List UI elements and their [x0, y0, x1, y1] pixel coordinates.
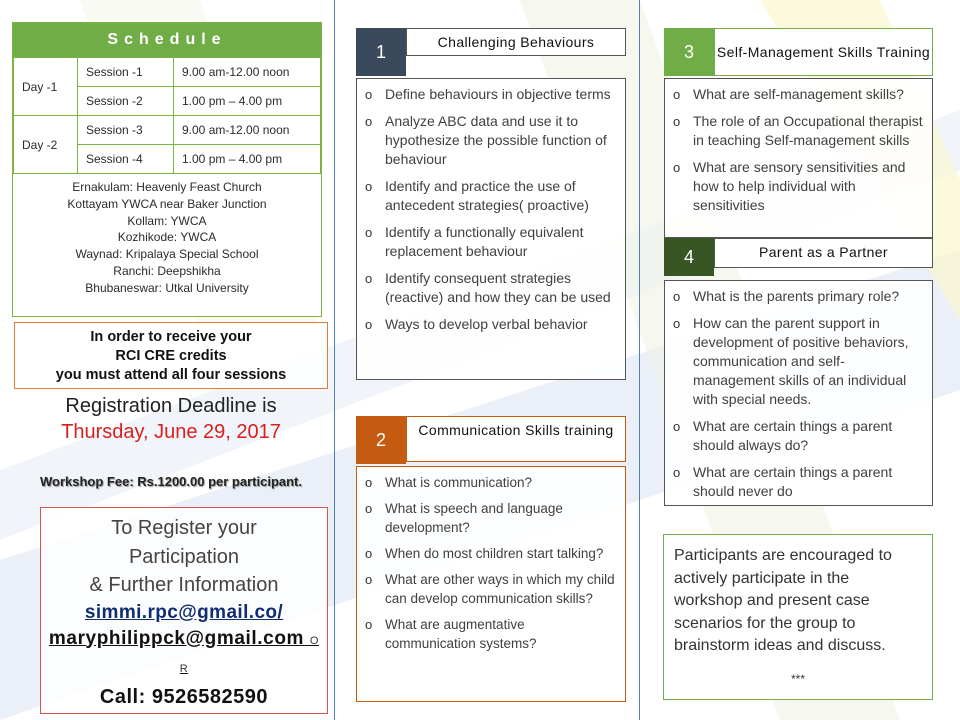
- section-challenging-behaviours: [356, 28, 626, 76]
- venue-item: Ranchi: Deepshikha: [113, 263, 221, 278]
- section-title: Challenging Behaviours: [406, 28, 626, 56]
- workshop-fee: Workshop Fee: Rs.1200.00 per participant.: [39, 474, 302, 489]
- section-title: Self-Management Skills Training: [714, 28, 933, 76]
- session-name: Session -4: [78, 145, 174, 174]
- venue-item: Kottayam YWCA near Baker Junction: [67, 196, 267, 211]
- circle-bullet-icon: o: [365, 114, 373, 129]
- register-line: Participation: [128, 545, 240, 568]
- circle-bullet-icon: o: [673, 316, 681, 331]
- circle-bullet-icon: o: [365, 617, 373, 632]
- register-panel: [40, 507, 328, 714]
- section-number: 4: [664, 238, 714, 276]
- section-self-management: [664, 28, 933, 76]
- section-number: 3: [664, 28, 714, 76]
- circle-bullet-icon: o: [365, 271, 373, 286]
- session-name: Session -3: [78, 116, 174, 145]
- phone-number: Call: 9526582590: [99, 685, 269, 708]
- circle-bullet-icon: o: [365, 546, 373, 561]
- table-row: [14, 58, 321, 87]
- section-2-list: [356, 466, 626, 702]
- circle-bullet-icon: o: [673, 160, 681, 175]
- list-item: o Define behaviours in objective terms: [365, 86, 611, 102]
- list-item: o How can the parent support in development of positive behaviors, communication and self-management skills of an individual with special needs.: [673, 315, 909, 407]
- list-item: o Identify consequent strategies (reactive) and how they can be used: [365, 270, 611, 305]
- column-divider-right: [639, 0, 640, 720]
- session-name: Session -1: [78, 58, 174, 87]
- venue-item: Kozhikode: YWCA: [117, 230, 217, 245]
- circle-bullet-icon: o: [673, 114, 681, 129]
- venue-item: Bhubaneswar: Utkal University: [85, 280, 249, 295]
- list-item: o What is the parents primary role?: [673, 288, 900, 304]
- closing-note: [663, 534, 933, 700]
- or-label: OR: [179, 634, 320, 675]
- list-item: o What is communication?: [365, 475, 533, 490]
- circle-bullet-icon: o: [365, 179, 373, 194]
- register-line: To Register your: [111, 517, 257, 539]
- section-header: [356, 416, 626, 464]
- section-number: 2: [356, 416, 406, 464]
- circle-bullet-icon: o: [673, 289, 681, 304]
- credits-notice: [14, 322, 328, 389]
- email-link-2[interactable]: [41, 626, 327, 682]
- list-item: o What are certain things a parent should always do?: [673, 418, 893, 453]
- list-item: o Identify and practice the use of antecedent strategies( proactive): [365, 178, 589, 213]
- session-time: 9.00 am-12.00 noon: [174, 58, 321, 87]
- session-time: 1.00 pm – 4.00 pm: [174, 145, 321, 174]
- list-item: o Identify a functionally equivalent replacement behaviour: [365, 224, 584, 259]
- circle-bullet-icon: o: [673, 419, 681, 434]
- circle-bullet-icon: o: [365, 317, 373, 332]
- schedule-title: Schedule: [13, 23, 321, 57]
- section-parent-partner: [664, 238, 933, 276]
- session-time: 9.00 am-12.00 noon: [174, 116, 321, 145]
- column-divider-left: [334, 0, 335, 720]
- section-4-list: [664, 280, 933, 506]
- section-title: Communication Skills training: [406, 416, 626, 462]
- circle-bullet-icon: o: [673, 465, 681, 480]
- venue-list: [13, 174, 321, 297]
- session-name: Session -2: [78, 87, 174, 116]
- section-header: [356, 28, 626, 76]
- section-communication-skills: [356, 416, 626, 464]
- list-item: o What are self-management skills?: [673, 86, 904, 102]
- schedule-panel: [12, 22, 322, 317]
- list-item: o Ways to develop verbal behavior: [365, 316, 588, 332]
- list-item: o The role of an Occupational therapist in teaching Self-management skills: [673, 113, 923, 148]
- venue-item: Waynad: Kripalaya Special School: [75, 247, 259, 262]
- section-number: 1: [356, 28, 406, 76]
- notice-line: In order to receive your: [90, 329, 252, 345]
- day-label: Day -1: [14, 58, 78, 116]
- circle-bullet-icon: o: [365, 225, 373, 240]
- circle-bullet-icon: o: [673, 87, 681, 102]
- section-header: [664, 28, 933, 76]
- circle-bullet-icon: o: [365, 501, 373, 516]
- circle-bullet-icon: o: [365, 87, 373, 102]
- table-row: [14, 116, 321, 145]
- circle-bullet-icon: o: [365, 572, 373, 587]
- closing-text: Participants are encouraged to actively participate in the workshop and present case scenarios for the group to brainstorm ideas and discuss.: [674, 547, 892, 654]
- list-item: o What is speech and language development?: [365, 501, 563, 535]
- list-item: o Analyze ABC data and use it to hypothesize the possible function of behaviour: [365, 113, 607, 167]
- list-item: o When do most children start talking?: [365, 546, 604, 561]
- session-time: 1.00 pm – 4.00 pm: [174, 87, 321, 116]
- list-item: o What are augmentative communication systems?: [365, 617, 537, 651]
- list-item: o What are certain things a parent should never do: [673, 464, 893, 499]
- circle-bullet-icon: o: [365, 475, 373, 490]
- email-2-text[interactable]: maryphilippck@gmail.com: [48, 627, 305, 649]
- registration-deadline: [14, 393, 328, 445]
- register-line: & Further Information: [89, 574, 279, 596]
- list-item: o What are other ways in which my child can develop communication skills?: [365, 572, 615, 606]
- section-header: [664, 238, 933, 276]
- deadline-date: Thursday, June 29, 2017: [61, 421, 281, 443]
- notice-line: RCI CRE credits: [115, 348, 227, 364]
- section-3-list: [664, 78, 933, 238]
- list-item: o What are sensory sensitivities and how to help individual with sensitivities: [673, 159, 906, 213]
- email-link-1[interactable]: simmi.rpc@gmail.co/: [84, 601, 284, 623]
- schedule-table: [13, 57, 321, 174]
- day-label: Day -2: [14, 116, 78, 174]
- section-title: Parent as a Partner: [714, 238, 933, 268]
- notice-line: you must attend all four sessions: [55, 367, 287, 383]
- closing-stars: ***: [790, 671, 805, 686]
- venue-item: Ernakulam: Heavenly Feast Church: [72, 180, 262, 194]
- section-1-list: [356, 78, 626, 380]
- deadline-label: Registration Deadline is: [65, 395, 277, 417]
- venue-item: Kollam: YWCA: [127, 213, 207, 228]
